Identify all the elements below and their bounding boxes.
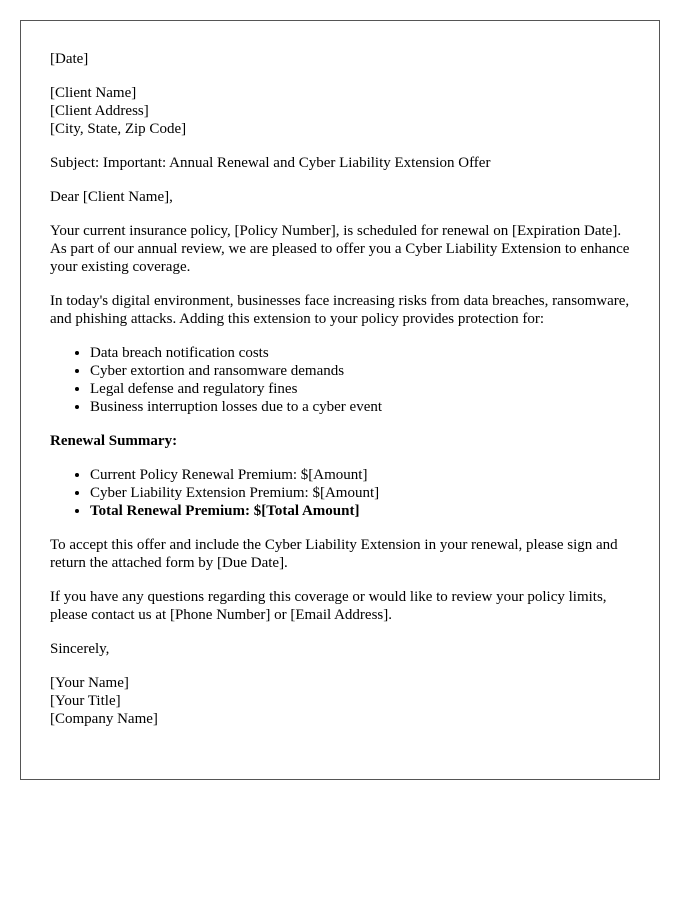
recipient-name: [Client Name] [50, 85, 137, 101]
list-item: • Current Policy Renewal Premium: $[Amount] [90, 466, 640, 484]
signature-name: [Your Name] [50, 675, 129, 691]
list-item: • Cyber extortion and ransomware demands [90, 362, 640, 380]
intro-paragraph: Your current insurance policy, [Policy Number], is scheduled for renewal on [Expiration Date]. As part of our annual review, we are pleased to offer you a Cyber Liability Extension to enhance your existing coverage. [50, 223, 630, 275]
summary-heading: Renewal Summary: [50, 433, 178, 449]
letter-closing: Sincerely, [50, 641, 110, 657]
list-item: • Business interruption losses due to a cyber event [90, 398, 640, 416]
questions-paragraph: If you have any questions regarding this coverage or would like to review your policy limits, please contact us at [Phone Number] or [Email Address]. [50, 589, 607, 623]
risk-paragraph: In today's digital environment, businesses face increasing risks from data breaches, ransomware, and phishing attacks. Adding this extension to your policy provides protection for: [50, 293, 630, 327]
list-item: • Cyber Liability Extension Premium: $[Amount] [90, 484, 640, 502]
signature-company: [Company Name] [50, 711, 158, 727]
recipient-block [50, 84, 640, 138]
letter-date: [Date] [50, 51, 89, 67]
recipient-address: [Client Address] [50, 103, 149, 119]
letter-content [50, 50, 640, 744]
summary-list [50, 466, 640, 520]
total-premium-item: • Total Renewal Premium: $[Total Amount] [90, 502, 640, 520]
signature-title: [Your Title] [50, 693, 121, 709]
list-item: • Legal defense and regulatory fines [90, 380, 640, 398]
accept-paragraph: To accept this offer and include the Cyber Liability Extension in your renewal, please sign and return the attached form by [Due Date]. [50, 537, 618, 571]
letter-subject: Subject: Important: Annual Renewal and Cyber Liability Extension Offer [50, 155, 491, 171]
list-item: • Data breach notification costs [90, 344, 640, 362]
letter-salutation: Dear [Client Name], [50, 189, 173, 205]
recipient-city-state-zip: [City, State, Zip Code] [50, 121, 187, 137]
letter-page [20, 20, 660, 780]
protections-list [50, 344, 640, 416]
signature-block [50, 674, 640, 728]
